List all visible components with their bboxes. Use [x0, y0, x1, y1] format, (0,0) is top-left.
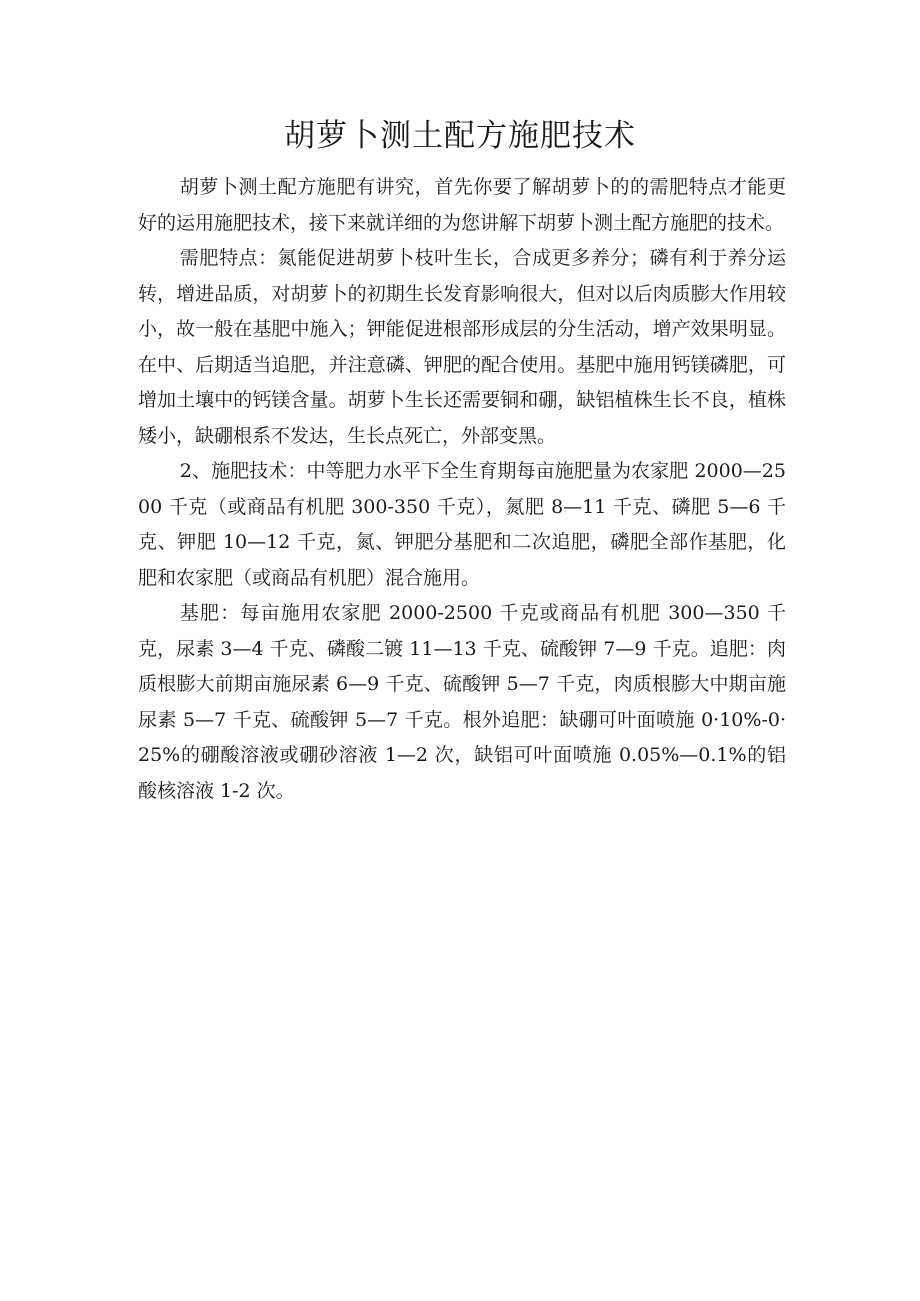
document-body — [138, 170, 786, 809]
paragraph-fertilizer-needs: 需肥特点：氮能促进胡萝卜枝叶生长，合成更多养分；磷有利于养分运转，增进品质，对胡萝卜的初期生长发育影响很大，但对以后肉质膨大作用较小，故一般在基肥中施入；钾能促进根部形成层的分生活动，增产效果明显。在中、后期适当追肥，并注意磷、钾肥的配合使用。基肥中施用钙镁磷肥，可增加土壤中的钙镁含量。胡萝卜生长还需要铜和硼，缺铝植株生长不良，植株矮小，缺硼根系不发达，生长点死亡，外部变黑。 — [138, 247, 786, 447]
paragraph-intro: 胡萝卜测土配方施肥有讲究，首先你要了解胡萝卜的的需肥特点才能更好的运用施肥技术，接下来就详细的为您讲解下胡萝卜测土配方施肥的技术。 — [138, 176, 786, 234]
document-title: 胡萝卜测土配方施肥技术 — [284, 118, 636, 154]
paragraph-base-and-top-dressing: 基肥：每亩施用农家肥 2000-2500 千克或商品有机肥 300—350 千克，尿素 3—4 千克、磷酸二镀 11—13 千克、硫酸钾 7—9 千克。追肥：肉质根膨大前期亩施尿素 6—9 千克、硫酸钾 5—7 千克，肉质根膨大中期亩施尿素 5—7 千克、硫酸钾 5—7 千克。根外追肥：缺硼可叶面喷施 0·10%-0·25%的硼酸溶液或硼砂溶液 1—2 次，缺铝可叶面喷施 0.05%—0.1%的铝酸核溶液 1-2 次。 — [138, 602, 786, 802]
paragraph-fertilization-technique: 2、施肥技术：中等肥力水平下全生育期每亩施肥量为农家肥 2000—2500 千克（或商品有机肥 300-350 千克），氮肥 8—11 千克、磷肥 5—6 千克、钾肥 10—12 千克，氮、钾肥分基肥和二次追肥，磷肥全部作基肥，化肥和农家肥（或商品有机肥）混合施用。 — [138, 460, 786, 589]
